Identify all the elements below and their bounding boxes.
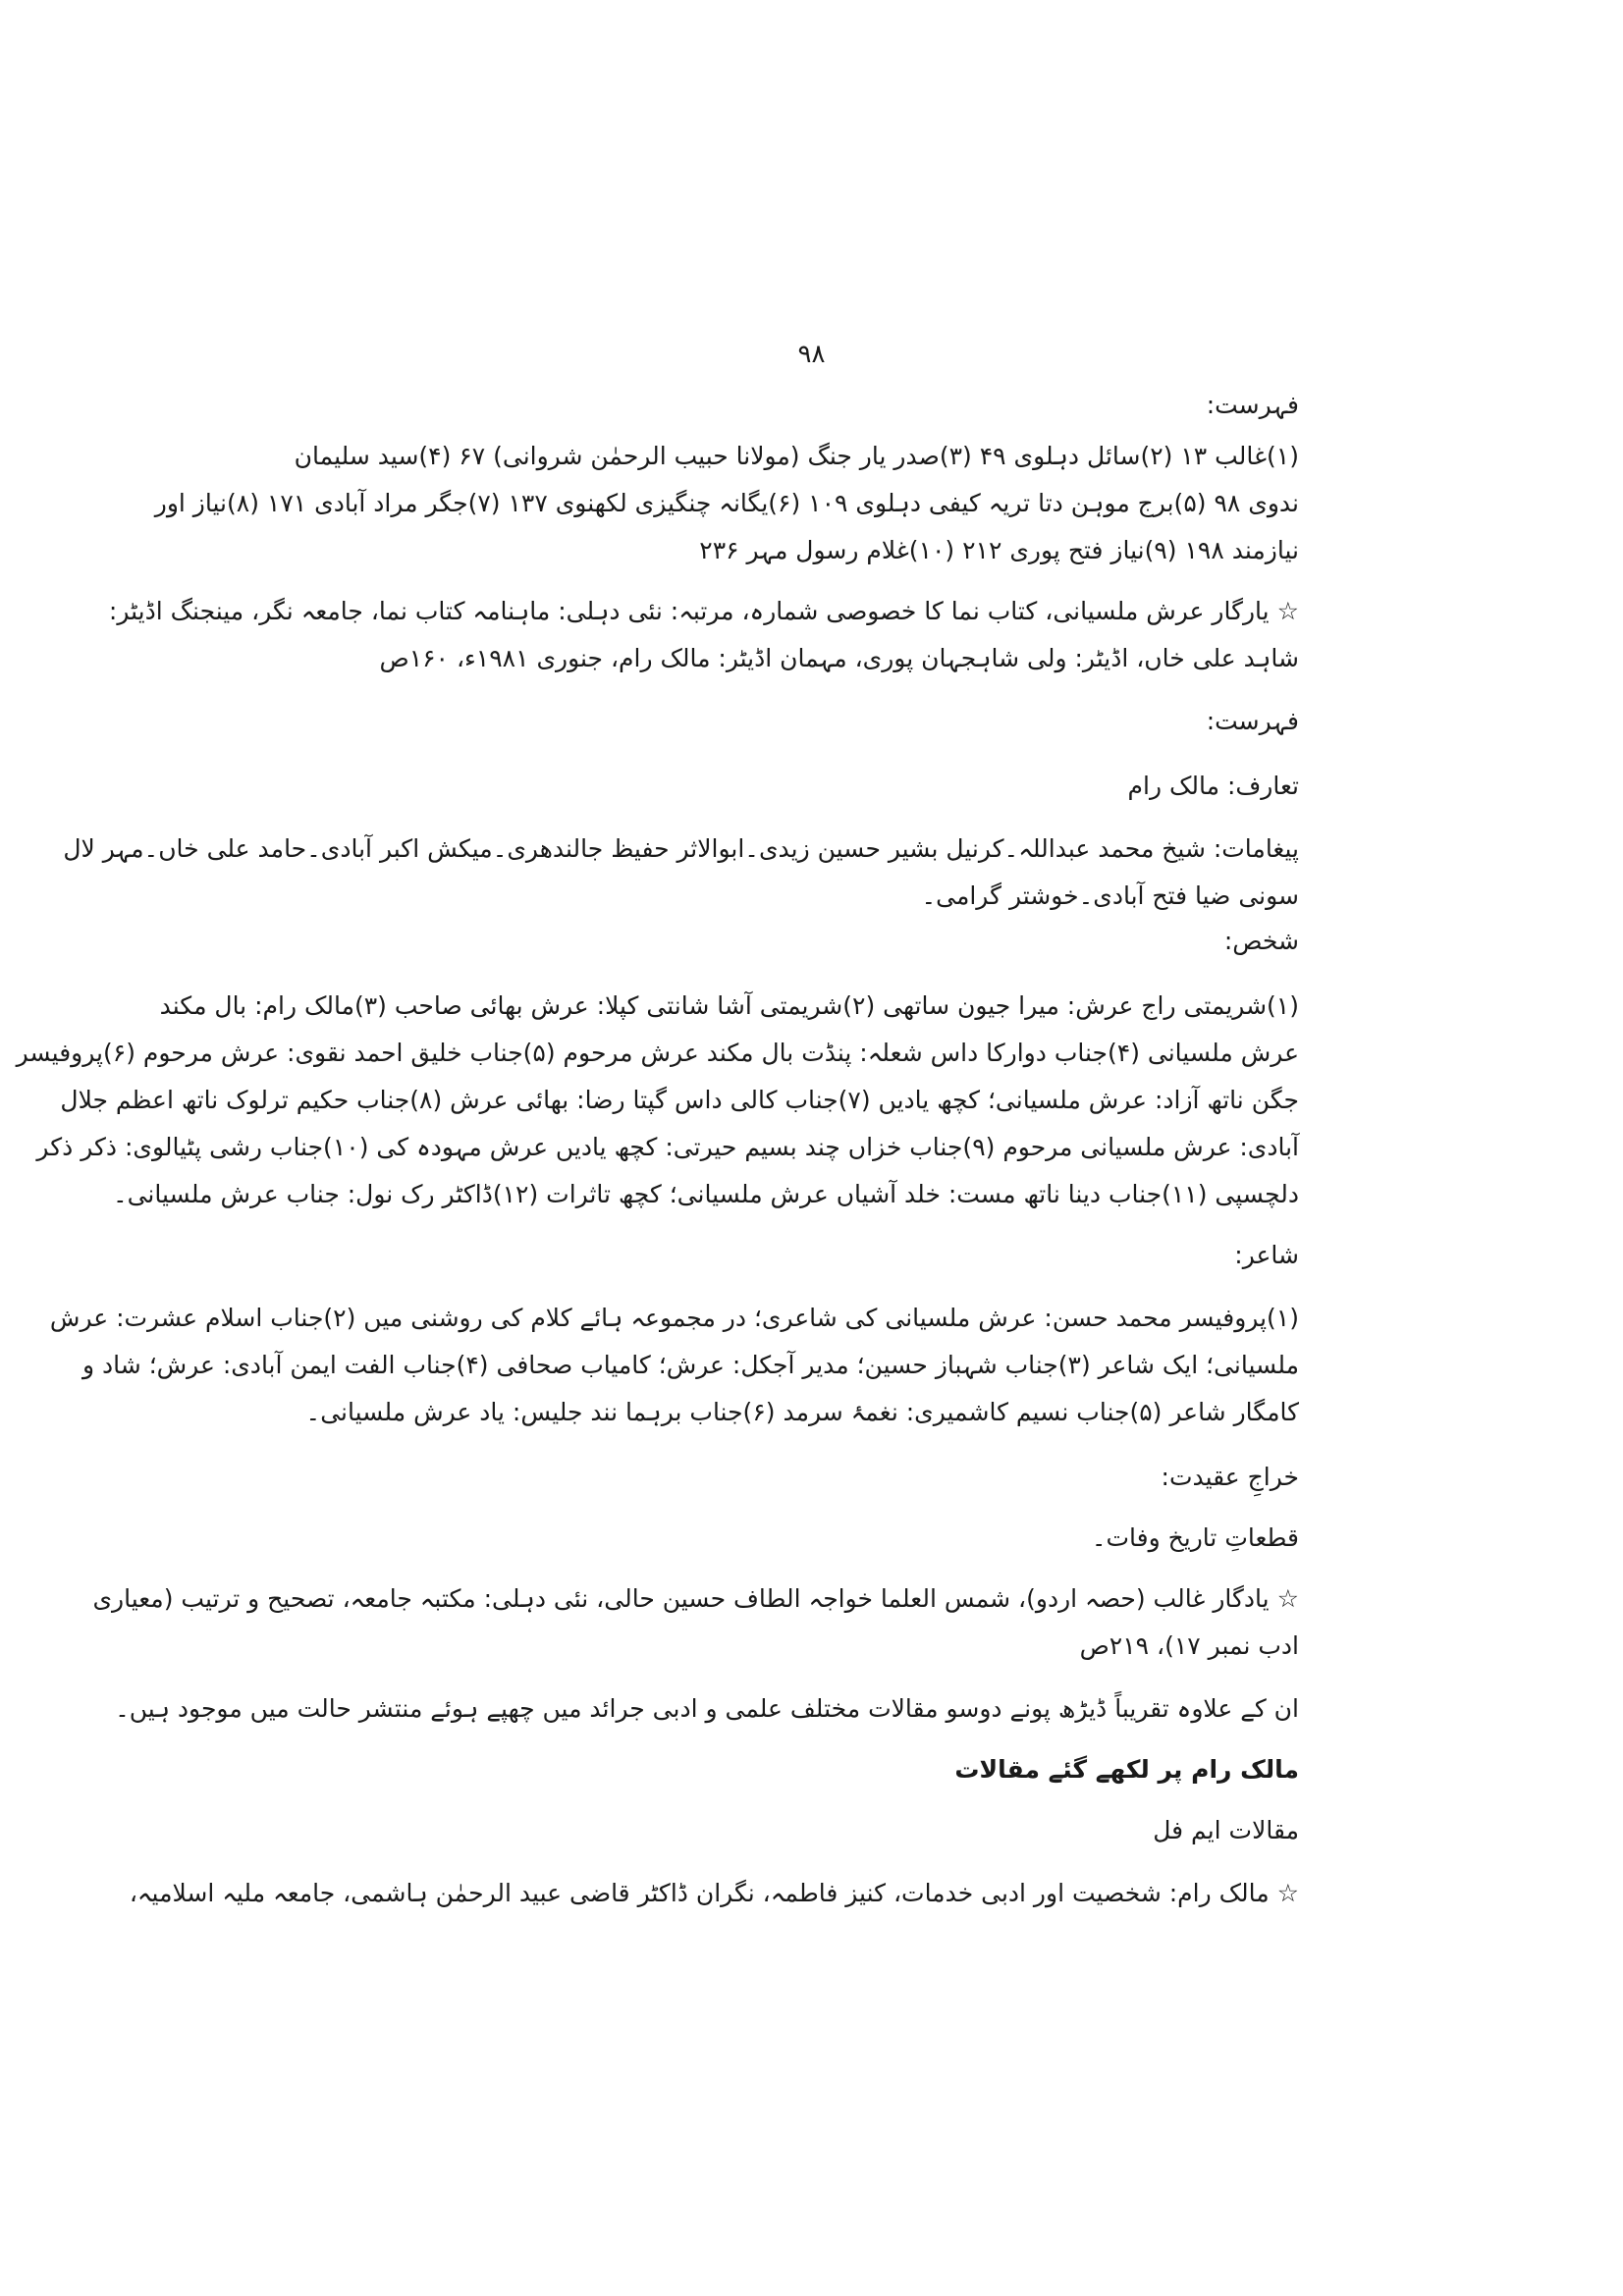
text-line: ادب نمبر ۱۷)، ۲۱۹ص — [1079, 1631, 1299, 1660]
text-line: (۱)غالب ۱۳ (۲)سائل دہلوی ۴۹ (۳)صدر یار جنگ (مولانا حبیب الرحمٰن شروانی) ۶۷ (۴)سید سلیمان — [294, 442, 1299, 470]
text-line: عرش ملسیانی (۴)جناب دوارکا داس شعلہ: پنڈت بال مکند عرش مرحوم (۵)جناب خلیق احمد نقوی: عرش مرحوم (۶)پروفیسر — [16, 1039, 1299, 1067]
text-line: دلچسپی (۱۱)جناب دینا ناتھ مست: خلد آشیاں عرش ملسیانی؛ کچھ تاثرات (۱۲)ڈاکٹر رک نول: جناب عرش ملسیانی۔ — [112, 1180, 1299, 1208]
text-line: ان کے علاوہ تقریباً ڈیڑھ پونے دوسو مقالات مختلف علمی و ادبی جرائد میں چھپے ہوئے منتشر حالت میں موجود ہیں۔ — [115, 1694, 1299, 1723]
text-line: پیغامات: شیخ محمد عبداللہ۔کرنیل بشیر حسین زیدی۔ابوالاثر حفیظ جالندھری۔میکش اکبر آبادی۔حامد علی خاں۔مہر لال — [63, 834, 1299, 863]
text-line: کامگار شاعر (۵)جناب نسیم کاشمیری: نغمۂ سرمد (۶)جناب برہما نند جلیس: یاد عرش ملسیانی۔ — [305, 1398, 1299, 1426]
text-line: ملسیانی؛ ایک شاعر (۳)جناب شہباز حسین؛ مدیر آجکل: عرش؛ کامیاب صحافی (۴)جناب الفت ایمن آبادی: عرش؛ شاد و — [82, 1351, 1299, 1379]
text-line: قطعاتِ تاریخ وفات۔ — [1091, 1523, 1299, 1552]
text-line: آبادی: عرش ملسیانی مرحوم (۹)جناب خزاں چند بسیم حیرتی: کچھ یادیں عرش مہودہ کی (۱۰)جناب رشی پٹیالوی: ذکر ذکر — [36, 1133, 1299, 1161]
text-line: مالک رام پر لکھے گئے مقالات — [954, 1755, 1299, 1784]
text-line: ☆ یارگار عرش ملسیانی، کتاب نما کا خصوصی شمارہ، مرتبہ: نئی دہلی: ماہنامہ کتاب نما، جامعہ نگر، مینجنگ اڈیٹر: — [108, 597, 1299, 625]
text-line: مقالات ایم فل — [1153, 1816, 1299, 1844]
text-line: ندوی ۹۸ (۵)برج موہن دتا تریہ کیفی دہلوی ۱۰۹ (۶)یگانہ چنگیزی لکھنوی ۱۳۷ (۷)جگر مراد آبادی ۱۷۱ (۸)نیاز اور — [154, 489, 1299, 517]
text-line: تعارف: مالک رام — [1127, 772, 1299, 800]
text-line: فہرست: — [1206, 707, 1299, 735]
text-line: شاہد علی خاں، اڈیٹر: ولی شاہجہان پوری، مہمان اڈیٹر: مالک رام، جنوری ۱۹۸۱ء، ۱۶۰ص — [379, 644, 1299, 672]
text-line: شاعر: — [1234, 1241, 1299, 1269]
text-line: ☆ مالک رام: شخصیت اور ادبی خدمات، کنیز فاطمہ، نگران ڈاکٹر قاضی عبید الرحمٰن ہاشمی، جامعہ ملیہ اسلامیہ، — [129, 1879, 1299, 1907]
text-line: شخص: — [1223, 927, 1299, 955]
text-line: فہرست: — [1206, 391, 1299, 419]
text-line: خراجِ عقیدت: — [1161, 1463, 1299, 1491]
page-number: ۹۸ — [797, 340, 826, 369]
text-line: جگن ناتھ آزاد: عرش ملسیانی؛ کچھ یادیں (۷)جناب کالی داس گپتا رضا: بھائی عرش (۸)جناب حکیم ترلوک ناتھ اعظم جلال — [60, 1086, 1299, 1114]
text-line: (۱)پروفیسر محمد حسن: عرش ملسیانی کی شاعری؛ در مجموعہ ہائے کلام کی روشنی میں (۲)جناب اسلام عشرت: عرش — [49, 1304, 1299, 1332]
text-line: ☆ یادگار غالب (حصہ اردو)، شمس العلما خواجہ الطاف حسین حالی، نئی دہلی: مکتبہ جامعہ، تصحیح و ترتیب (معیاری — [92, 1584, 1299, 1613]
text-line: نیازمند ۱۹۸ (۹)نیاز فتح پوری ۲۱۲ (۱۰)غلام رسول مہر ۲۳۶ — [699, 536, 1299, 564]
text-line: سونی ضیا فتح آبادی۔خوشتر گرامی۔ — [921, 881, 1299, 910]
text-line: (۱)شریمتی راج عرش: میرا جیون ساتھی (۲)شریمتی آشا شانتی کپلا: عرش بھائی صاحب (۳)مالک رام: بال مکند — [159, 991, 1299, 1020]
